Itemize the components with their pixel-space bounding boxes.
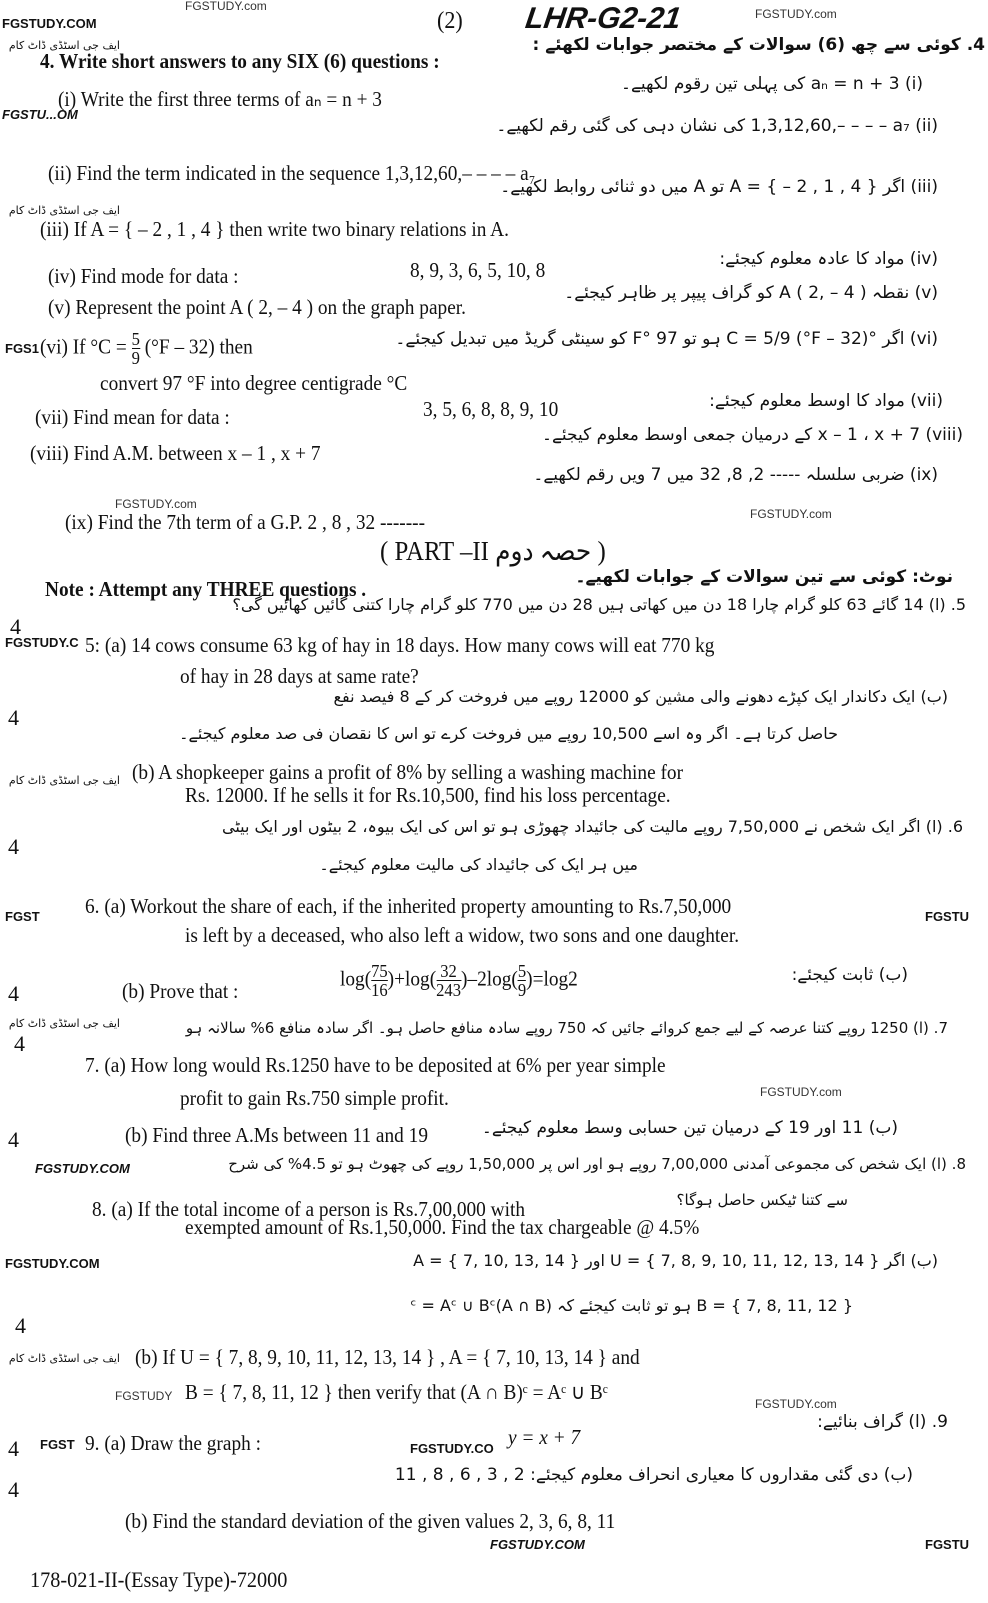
q4-vi-a: (vi) If °C = (40, 334, 127, 359)
q5b-urdu-1: (ب) ایک دکاندار ایک کپڑے دھونے والی مشین کو 12000 روپے میں فروخت کر کے 8 فیصد نفع (333, 687, 948, 706)
q4-v: (v) Represent the point A ( 2, – 4 ) on the graph paper. (48, 295, 466, 319)
paper-code-handwritten: LHR-G2-21 (523, 2, 684, 35)
q9b: (b) Find the standard deviation of the given values 2, 3, 6, 8, 11 (125, 1509, 616, 1533)
numerator: 5 (517, 961, 527, 981)
q5b-line1: (b) A shopkeeper gains a profit of 8% by selling a washing machine for (132, 760, 684, 784)
marks: 4 (8, 1436, 19, 1461)
watermark: FGSTU...OM (2, 107, 78, 122)
watermark: FGST (40, 1437, 75, 1452)
q9a: 9. (a) Draw the graph : (85, 1431, 261, 1455)
q4-ix: (ix) Find the 7th term of a G.P. 2 , 8 , 32 ------- (65, 510, 426, 534)
marks: 4 (10, 614, 21, 639)
watermark-urdu: ایف جی اسٹڈی ڈاٹ کام (8, 39, 120, 52)
q4-vi (40, 330, 253, 367)
watermark: FGSTUDY.COM (35, 1161, 130, 1176)
q8b-urdu-2: B = { 7, 8, 11, 12 } ہو تو ثابت کیجئے کہ (A ∩ B)ᶜ = Aᶜ ∪ Bᶜ (410, 1296, 853, 1315)
q5a-line2: of hay in 28 days at same rate? (180, 664, 419, 688)
watermark-urdu: ایف جی اسٹڈی ڈاٹ کام (8, 774, 120, 787)
watermark: FGSTUDY (115, 1389, 173, 1403)
q4-iv-urdu: (iv) مواد کا عادہ معلوم کیجئے: (719, 249, 938, 269)
q4-vii-data: 3, 5, 6, 8, 8, 9, 10 (423, 397, 559, 421)
q7a-line2: profit to gain Rs.750 simple profit. (180, 1086, 449, 1110)
watermark-urdu: ایف جی اسٹڈی ڈاٹ کام (8, 1352, 120, 1365)
q8b-urdu-1: (ب) اگر U = { 7, 8, 9, 10, 11, 12, 13, 14 } اور A = { 7, 10, 13, 14 } (413, 1251, 938, 1270)
numerator: 75 (371, 961, 388, 981)
denominator: 16 (371, 980, 388, 1000)
q5b-urdu-2: حاصل کرتا ہے۔ اگر وہ اسے 10,500 روپے میں فروخت کرے تو اس کا نقصان فی صد معلوم کیجئے۔ (179, 724, 838, 743)
q4-title-urdu: 4. کوئی سے چھ (6) سوالات کے مختصر جوابات لکھئے : (532, 35, 985, 55)
q6a-line1: 6. (a) Workout the share of each, if the inherited property amounting to Rs.7,50,000 (85, 894, 732, 918)
marks: 4 (8, 834, 19, 859)
marks: 4 (8, 981, 19, 1006)
watermark: FGSTUDY.C (5, 635, 79, 650)
watermark: FGSTUDY.com (185, 0, 267, 13)
part-ii-note: Note : Attempt any THREE questions . (45, 577, 367, 601)
q8b-line2: B = { 7, 8, 11, 12 } then verify that (A ∩ B)ᶜ = Aᶜ ∪ Bᶜ (185, 1380, 608, 1404)
q6b-equation (340, 962, 578, 999)
q4-i-urdu: (i) aₙ = n + 3 کی پہلی تین رقوم لکھیے۔ (621, 74, 923, 94)
marks: 4 (8, 705, 19, 730)
q4-ix-urdu: (ix) ضربی سلسلہ ----- 2, 8, 32 میں 7 ویں رقم لکھیے۔ (533, 465, 938, 485)
q4-ii: (ii) Find the term indicated in the sequence 1,3,12,60,– – – – a₇ (48, 161, 536, 185)
watermark: FGSTUDY.COM (2, 16, 97, 31)
watermark: FGSTUDY.CO (410, 1441, 494, 1456)
watermark-urdu: ایف جی اسٹڈی ڈاٹ کام (8, 204, 120, 217)
footer-code: 178-021-II-(Essay Type)-72000 (30, 1567, 288, 1592)
q9a-urdu: 9. (ا) گراف بنائیے: (817, 1412, 948, 1432)
q9b-urdu: (ب) دی گئی مقداروں کا معیاری انحراف معلوم کیجئے: 2 , 3 , 6 , 8 , 11 (394, 1465, 913, 1485)
q6a-line2: is left by a deceased, who also left a widow, two sons and one daughter. (185, 923, 740, 947)
watermark: FGSTUDY.COM (490, 1537, 585, 1552)
q4-vii: (vii) Find mean for data : (35, 405, 230, 429)
q4-title: 4. Write short answers to any SIX (6) questions : (40, 49, 440, 73)
marks: 4 (15, 1313, 26, 1338)
q6a-urdu-1: 6. (ا) اگر ایک شخص نے 7,50,000 روپے مالیت کی جائیداد چھوڑی ہو تو اس کی ایک بیوہ، 2 بیٹوں اور ایک بیٹی (222, 817, 963, 836)
watermark: FGSTUDY.com (760, 1085, 842, 1099)
watermark: FGSTUDY.COM (5, 1256, 100, 1271)
q4-viii-urdu: (viii) x – 1 ، x + 7 کے درمیان جمعی اوسط معلوم کیجئے۔ (541, 425, 963, 445)
q6b-label: (b) Prove that : (122, 979, 239, 1003)
q8a-line2: exempted amount of Rs.1,50,000. Find the tax chargeable @ 4.5% (185, 1215, 700, 1239)
part-ii-title: ( PART –II حصہ دوم ) (380, 536, 606, 566)
eq-part: )=log2 (526, 966, 578, 991)
q9a-equation: y = x + 7 (508, 1425, 581, 1449)
q4-i: (i) Write the first three terms of aₙ = n + 3 (58, 87, 382, 111)
watermark: FGS1 (5, 341, 39, 356)
q5a-urdu: 5. (ا) 14 گائے 63 کلو گرام چارا 18 دن میں کھاتی ہیں 28 دن میں 770 کلو گرام چارا کتنی گائیں کھائیں گی؟ (232, 595, 966, 614)
denominator: 9 (517, 980, 527, 1000)
watermark: FGSTUDY.com (115, 497, 197, 511)
q8a-urdu-1: 8. (ا) ایک شخص کی مجموعی آمدنی 7,00,000 روپے ہو اور اس پر 1,50,000 روپے کی چھوٹ ہو تو 4.5% کی شرح (228, 1155, 966, 1173)
q8a-urdu-2: سے کتنا ٹیکس حاصل ہوگا؟ (676, 1191, 848, 1209)
watermark: FGSTU (925, 909, 970, 924)
numerator: 32 (436, 962, 461, 981)
watermark-urdu: ایف جی اسٹڈی ڈاٹ کام (8, 1017, 120, 1030)
marks: 4 (8, 1477, 19, 1502)
q7b: (b) Find three A.Ms between 11 and 19 (125, 1123, 428, 1147)
fraction (132, 330, 140, 367)
marks: 4 (14, 1031, 25, 1056)
numerator: 5 (131, 329, 140, 349)
fraction (371, 962, 388, 999)
q4-iii: (iii) If A = { – 2 , 1 , 4 } then write two binary relations in A. (40, 217, 509, 241)
q7a-line1: 7. (a) How long would Rs.1250 have to be deposited at 6% per year simple (85, 1053, 666, 1077)
watermark: FGSTUDY.com (750, 507, 832, 521)
q8a-line1: 8. (a) If the total income of a person is Rs.7,00,000 with (92, 1197, 526, 1221)
q8b-line1: (b) If U = { 7, 8, 9, 10, 11, 12, 13, 14 } , A = { 7, 10, 13, 14 } and (135, 1345, 640, 1369)
denominator: 243 (436, 980, 461, 1000)
q4-viii: (viii) Find A.M. between x – 1 , x + 7 (30, 441, 321, 465)
q4-vii-urdu: (vii) مواد کا اوسط معلوم کیجئے: (709, 391, 943, 411)
q4-ii-urdu: (ii) 1,3,12,60,– – – – a₇ کی نشان دہی کی گئی رقم لکھیے۔ (496, 116, 938, 136)
denominator: 9 (131, 348, 140, 368)
eq-part: )–2log( (460, 966, 518, 991)
page-number: (2) (437, 8, 463, 34)
q6b-urdu: (ب) ثابت کیجئے: (791, 965, 908, 985)
q5b-line2: Rs. 12000. If he sells it for Rs.10,500, find his loss percentage. (185, 783, 671, 807)
watermark: FGSTUDY.com (755, 7, 837, 21)
q5a-line1: 5: (a) 14 cows consume 63 kg of hay in 18 days. How many cows will eat 770 kg (85, 633, 715, 657)
q4-iv: (iv) Find mode for data : (48, 264, 239, 288)
q4-vi-urdu: (vi) اگر °C = 5/9 (°F – 32) ہو تو 97 °F کو سینٹی گریڈ میں تبدیل کیجئے۔ (395, 329, 938, 349)
q7a-urdu: 7. (ا) 1250 روپے کتنا عرصہ کے لیے جمع کروائے جائیں کہ 750 روپے سادہ منافع حاصل ہو۔ اگر سادہ منافع 6% سالانہ ہو (185, 1019, 948, 1037)
watermark: FGSTUDY.com (755, 1397, 837, 1411)
q4-vi-b: (°F – 32) then (144, 334, 253, 359)
q4-v-urdu: (v) نقطہ A ( 2, – 4 ) کو گراف پیپر پر ظاہر کیجئے۔ (564, 283, 938, 303)
eq-part: log( (340, 966, 372, 991)
q7b-urdu: (ب) 11 اور 19 کے درمیان تین حسابی وسط معلوم کیجئے۔ (481, 1118, 898, 1138)
q4-iii-urdu: (iii) اگر A = { – 2 , 1 , 4 } تو A میں دو ثنائی روابط لکھیے۔ (500, 177, 938, 197)
q4-iv-data: 8, 9, 3, 6, 5, 10, 8 (410, 258, 546, 282)
watermark: FGST (5, 909, 40, 924)
marks: 4 (8, 1127, 19, 1152)
watermark: FGSTU (925, 1537, 970, 1552)
part-ii-note-urdu: نوٹ: کوئی سے تین سوالات کے جوابات لکھیے۔ (575, 567, 953, 587)
fraction (436, 962, 461, 999)
eq-part: )+log( (387, 966, 437, 991)
q6a-urdu-2: میں ہر ایک کی جائیداد کی مالیت معلوم کیجئے۔ (319, 855, 638, 874)
q4-vi-line2: convert 97 °F into degree centigrade °C (100, 371, 408, 395)
